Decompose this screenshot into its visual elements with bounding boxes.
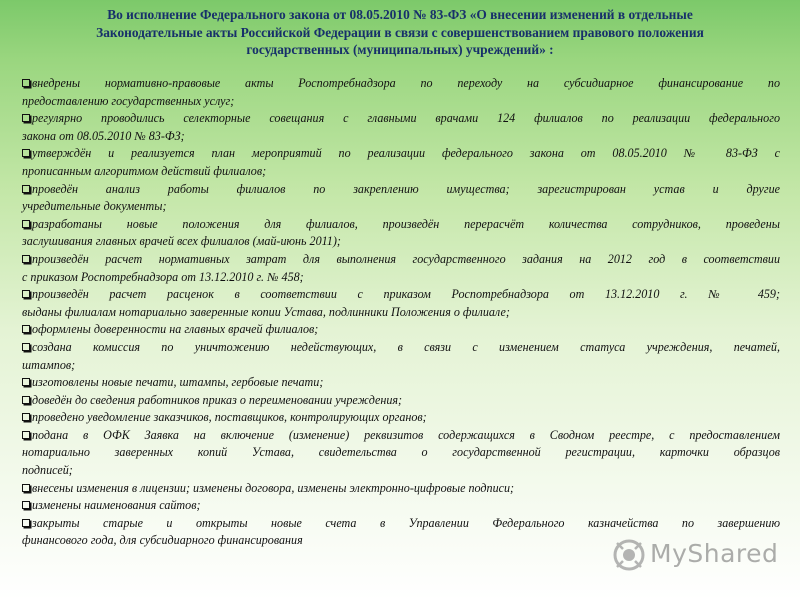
list-item-line: разработаны новые положения для филиалов, произведён перерасчёт количества сотрудников, проведены xyxy=(22,216,780,234)
title-line-2: Законодательные акты Российской Федерации в связи с совершенствованием правового положения xyxy=(96,24,704,40)
list-item-line: учредительные документы; xyxy=(22,199,167,214)
list-item-line: прописанным алгоритмом действий филиалов; xyxy=(22,163,267,178)
myshared-watermark xyxy=(612,538,787,574)
checkbox-bullet-icon xyxy=(22,114,30,122)
list-item-line: изменены наименования сайтов; xyxy=(22,497,780,515)
checkbox-bullet-icon xyxy=(22,484,30,492)
checkbox-bullet-icon xyxy=(22,378,30,386)
list-item-line: подана в ОФК Заявка на включение (изменение) реквизитов содержащихся в Сводном реестре, с предоставлением xyxy=(22,427,780,445)
title-line-1: Во исполнение Федерального закона от 08.05.2010 № 83-ФЗ «О внесении изменений в отдельные xyxy=(107,7,693,22)
list-item-line: изготовлены новые печати, штампы, гербовые печати; xyxy=(22,374,780,392)
checkbox-bullet-icon xyxy=(22,325,30,333)
list-item xyxy=(22,427,780,480)
list-item-line: штампов; xyxy=(22,357,76,372)
list-item xyxy=(22,497,780,515)
title-line-3: государственных (муниципальных) учреждений» : xyxy=(246,42,554,57)
list-item xyxy=(22,374,780,392)
list-item-line: создана комиссия по уничтожению недействующих, в связи с изменением статуса учреждения, печатей, xyxy=(22,339,780,357)
list-item-line: нотариально заверенных копий Устава, свидетельства о государственной регистрации, карточки образцов xyxy=(22,445,780,460)
list-item-line: закрыты старые и открыты новые счета в Управлении Федерального казначейства по завершению xyxy=(22,515,780,533)
checkbox-bullet-icon xyxy=(22,290,30,298)
list-item xyxy=(22,75,780,110)
list-item-line: с приказом Роспотребнадзора от 13.12.2010 г. № 458; xyxy=(22,269,304,284)
slide-title xyxy=(20,6,780,59)
list-item-line: произведён расчет нормативных затрат для выполнения государственного задания на 2012 год в соответствии xyxy=(22,251,780,269)
list-item-line: доведён до сведения работников приказ о переименовании учреждения; xyxy=(22,392,780,410)
watermark-text: MyShared xyxy=(650,539,779,568)
list-item-line: предоставлению государственных услуг; xyxy=(22,93,235,108)
checkbox-bullet-icon xyxy=(22,255,30,263)
list-item xyxy=(22,321,780,339)
checkbox-bullet-icon xyxy=(22,343,30,351)
list-item-line: заслушивания главных врачей всех филиалов (май-июнь 2011); xyxy=(22,234,341,249)
checkbox-bullet-icon xyxy=(22,185,30,193)
checkbox-bullet-icon xyxy=(22,431,30,439)
list-item xyxy=(22,216,780,251)
list-item-line: регулярно проводились селекторные совещания с главными врачами 124 филиалов по реализации федерального xyxy=(22,110,780,128)
checkbox-bullet-icon xyxy=(22,413,30,421)
list-item-line: закона от 08.05.2010 № 83-ФЗ; xyxy=(22,128,185,143)
list-item xyxy=(22,480,780,498)
list-item-line: проведён анализ работы филиалов по закреплению имущества; зарегистрирован устав и другие xyxy=(22,181,780,199)
list-item xyxy=(22,145,780,180)
list-item xyxy=(22,251,780,286)
list-item xyxy=(22,409,780,427)
checkbox-bullet-icon xyxy=(22,220,30,228)
list-item xyxy=(22,392,780,410)
list-item-line: выданы филиалам нотариально заверенные копии Устава, подлинники Положения о филиале; xyxy=(22,304,510,319)
list-item xyxy=(22,339,780,374)
list-item-line: внедрены нормативно-правовые акты Роспотребнадзора по переходу на субсидиарное финансирование по xyxy=(22,75,780,93)
list-item xyxy=(22,110,780,145)
myshared-logo-icon xyxy=(612,538,646,572)
list-item-line: внесены изменения в лицензии; изменены договора, изменены электронно-цифровые подписи; xyxy=(22,480,780,498)
list-item-line: подписей; xyxy=(22,463,73,478)
list-item xyxy=(22,286,780,321)
list-item-line: произведён расчет расценок в соответствии с приказом Роспотребнадзора от 13.12.2010 г. № 459; xyxy=(22,286,780,304)
checkbox-bullet-icon xyxy=(22,501,30,509)
list-item-line: финансового года, для субсидиарного финансирования xyxy=(22,533,303,548)
list-item-line: оформлены доверенности на главных врачей филиалов; xyxy=(22,321,780,339)
checkbox-bullet-icon xyxy=(22,149,30,157)
bullet-list xyxy=(22,75,780,550)
list-item-line: проведено уведомление заказчиков, поставщиков, контролирующих органов; xyxy=(22,409,780,427)
checkbox-bullet-icon xyxy=(22,79,30,87)
list-item xyxy=(22,181,780,216)
checkbox-bullet-icon xyxy=(22,396,30,404)
checkbox-bullet-icon xyxy=(22,519,30,527)
list-item-line: утверждён и реализуется план мероприятий по реализации федерального закона от 08.05.2010 № 83-ФЗ с xyxy=(22,145,780,163)
